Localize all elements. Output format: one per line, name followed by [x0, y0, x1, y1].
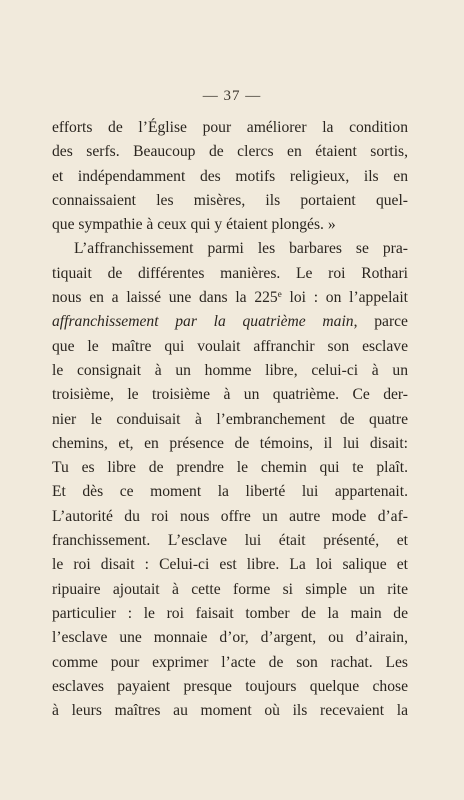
text-line: efforts de l’Église pour améliorer la condition: [52, 119, 408, 136]
text-line: esclaves payaient presque toujours quelque chose: [52, 677, 408, 695]
line-text-after: loi : on l’appelait: [281, 289, 408, 307]
text-line: que le maître qui voulait affranchir son esclave: [52, 337, 408, 355]
text-line: connaissaient les misères, ils portaient quel-: [52, 191, 408, 209]
line-text-before: nous en a laissé une dans la 225: [52, 289, 278, 307]
text-line: troisième, le troisième à un quatrième. Ce der-: [52, 386, 408, 404]
text-line: L’autorité du roi nous offre un autre mode d’af-: [52, 507, 408, 525]
text-line: l’esclave une monnaie d’or, d’argent, ou d’airain,: [52, 629, 408, 647]
text-line: nier le conduisait à l’embranchement de quatre: [52, 410, 408, 428]
text-line-with-superscript: [52, 286, 408, 310]
text-line: Tu es libre de prendre le chemin qui te plaît.: [52, 459, 408, 477]
superscript: e: [277, 289, 282, 300]
text-line: comme pour exprimer l’acte de son rachat. Les: [52, 653, 408, 671]
text-line: chemins, et, en présence de témoins, il lui disait:: [52, 434, 408, 452]
text-line-with-italic: [52, 310, 408, 334]
body-text: [52, 116, 408, 723]
text-line: Et dès ce moment la liberté lui appartenait.: [52, 483, 408, 501]
paragraph-end-line: que sympathie à ceux qui y étaient plongés. »: [52, 216, 336, 234]
italic-phrase: affranchissement par la quatrième main: [52, 313, 354, 331]
text-line: à leurs maîtres au moment où ils recevaient la: [52, 702, 408, 720]
text-line: le roi disait : Celui-ci est libre. La loi salique et: [52, 556, 408, 574]
text-line: des serfs. Beaucoup de clercs en étaient sortis,: [52, 143, 408, 161]
paragraph-start-line: L’affranchissement parmi les barbares se pra-: [74, 240, 408, 258]
line-text-after: , parce: [353, 313, 408, 331]
text-line: le consignait à un homme libre, celui-ci à un: [52, 361, 408, 379]
text-line: et indépendamment des motifs religieux, ils en: [52, 167, 408, 185]
text-line: franchissement. L’esclave lui était présenté, et: [52, 532, 408, 550]
page-number: — 37 —: [202, 88, 262, 104]
text-line: particulier : le roi faisait tomber de la main de: [52, 604, 408, 622]
text-line: tiquait de différentes manières. Le roi Rothari: [52, 264, 408, 282]
text-line: ripuaire ajoutait à cette forme si simple un rite: [52, 580, 408, 598]
